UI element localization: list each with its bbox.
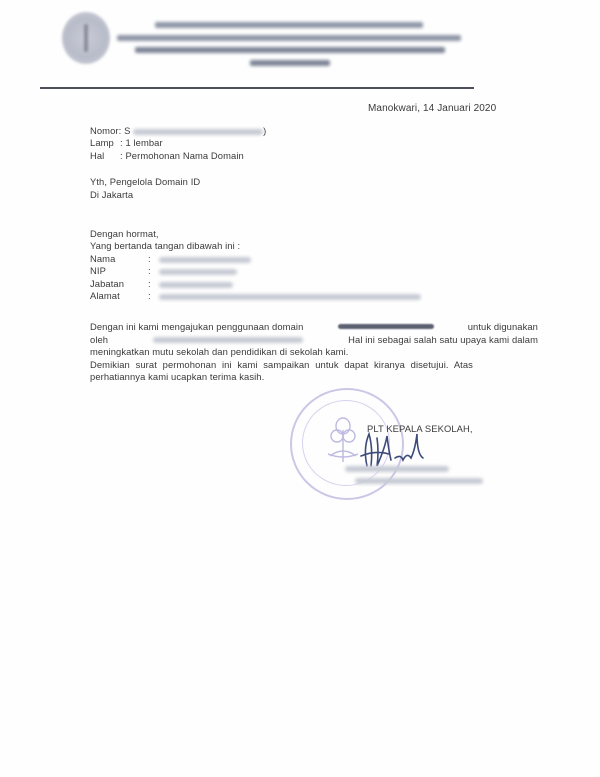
letterhead-line-3 <box>135 47 445 53</box>
redacted-signatory-name <box>345 466 449 472</box>
letterhead-divider <box>40 87 474 89</box>
body-line-5: perhatiannya kami ucapkan terima kasih. <box>90 371 265 382</box>
body-line-4: Demikian surat permohonan ini kami sampaikan untuk dapat kiranya disetujui. Atas <box>90 359 473 370</box>
meta-lamp: Lamp : 1 lembar <box>90 137 163 148</box>
meta-value: S <box>124 125 131 136</box>
meta-label: Hal <box>90 150 105 161</box>
redacted-position <box>159 282 233 288</box>
redacted-school-name <box>153 337 303 343</box>
date-line: Manokwari, 14 Januari 2020 <box>368 103 497 114</box>
field-nip: NIP : <box>90 265 237 277</box>
meta-value: 1 lembar <box>125 137 163 148</box>
field-alamat: Alamat : <box>90 290 421 302</box>
field-label: Alamat <box>90 290 120 301</box>
stamp-tree-icon <box>328 416 358 466</box>
meta-value: Permohonan Nama Domain <box>125 150 244 161</box>
letterhead-line-4 <box>250 60 330 66</box>
closing-title: PLT KEPALA SEKOLAH, <box>367 423 473 434</box>
intro-line: Yang bertanda tangan dibawah ini : <box>90 240 241 251</box>
recipient-line-1: Yth, Pengelola Domain ID <box>90 176 201 187</box>
meta-label: Lamp <box>90 137 114 148</box>
redacted-letter-number <box>133 129 263 135</box>
ministry-emblem-icon <box>62 12 110 64</box>
meta-nomor: Nomor: S ) <box>90 125 267 136</box>
signature-icon <box>355 428 435 470</box>
redacted-name <box>159 257 251 263</box>
redacted-signatory-nip <box>355 478 483 484</box>
field-jabatan: Jabatan : <box>90 278 233 290</box>
recipient-line-2: Di Jakarta <box>90 189 134 200</box>
body-line-3: meningkatkan mutu sekolah dan pendidikan di sekolah kami. <box>90 346 349 357</box>
meta-hal: Hal : Permohonan Nama Domain <box>90 150 244 161</box>
redacted-domain <box>338 324 434 329</box>
field-label: Nama <box>90 253 116 264</box>
body-line-2: oleh Hal ini sebagai salah satu upaya kami dalam <box>90 334 538 345</box>
letterhead-line-2 <box>117 35 461 41</box>
field-label: Jabatan <box>90 278 125 289</box>
meta-label: Nomor <box>90 125 119 136</box>
field-nama: Nama : <box>90 253 251 265</box>
redacted-nip <box>159 269 237 275</box>
letterhead-line-1 <box>155 22 423 28</box>
salutation: Dengan hormat, <box>90 228 159 239</box>
field-label: NIP <box>90 265 106 276</box>
body-line-1: Dengan ini kami mengajukan penggunaan domain untuk digunakan <box>90 321 538 332</box>
redacted-address <box>159 294 421 300</box>
